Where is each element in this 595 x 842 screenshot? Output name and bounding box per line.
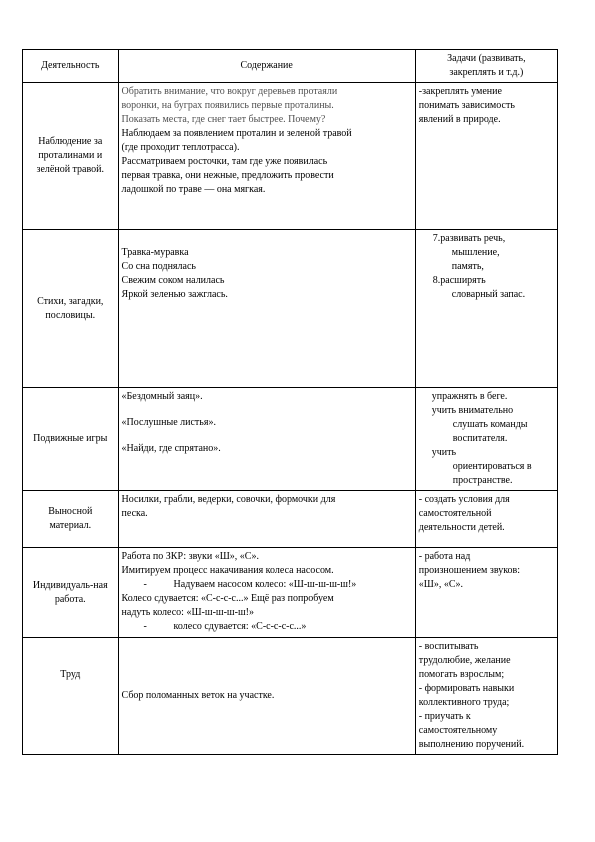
header-activity: Деятельность [23,50,119,83]
header-tasks: Задачи (развивать, закреплять и т.д.) [415,50,557,83]
dash-list-item: - колесо сдувается: «С-с-с-с-с...» [122,620,412,634]
content-poems: Травка-муравка Со сна поднялась Свежим соком налилась Яркой зеленью зажглась. [118,230,415,388]
tasks-poems: 7.развивать речь, мышление, память, 8.расширять словарный запас. [415,230,557,388]
plan-table [22,49,558,755]
table-row-individual [23,548,558,638]
content-labor: Сбор поломанных веток на участке. [118,638,415,755]
activity-material: Выносной материал. [23,491,119,548]
content-individual: Работа по ЗКР: звуки «Ш», «С». Имитируем процесс накачивания колеса насосом. - Надуваем насосом колесо: «Ш-ш-ш-ш-ш!» Колесо сдувается: «С-с-с-с...» Ещё раз попробуем надуть колесо: «Ш-ш-ш-ш-ш!» - колесо сдувается: «С-с-с-с-с...» [118,548,415,638]
tasks-material: - создать условия для самостоятельной деятельности детей. [415,491,557,548]
table-row-observation [23,83,558,230]
activity-labor: Труд [23,638,119,755]
table-row-labor [23,638,558,755]
table-row-material [23,491,558,548]
dash-list-item: - Надуваем насосом колесо: «Ш-ш-ш-ш-ш!» [122,578,412,592]
header-content: Содержание [118,50,415,83]
tasks-games: упражнять в беге. учить внимательно слушать команды воспитателя. учить ориентироваться в пространстве. [415,388,557,491]
table-row-games [23,388,558,491]
content-material: Носилки, грабли, ведерки, совочки, формочки для песка. [118,491,415,548]
activity-poems: Стихи, загадки, пословицы. [23,230,119,388]
table-header-row [23,50,558,83]
content-observation: Обратить внимание, что вокруг деревьев протаяли воронки, на буграх появились первые проталины. Показать места, где снег тает быстрее. Почему? Наблюдаем за появлением проталин и зеленой травой (где проходит теплотрасса). Рассматриваем росточки, там где уже появилась первая травка, они нежные, предложить провести ладошкой по траве — она мягкая. [118,83,415,230]
activity-individual: Индивидуаль-ная работа. [23,548,119,638]
activity-games: Подвижные игры [23,388,119,491]
content-games: «Бездомный заяц». «Послушные листья». «Найди, где спрятано». [118,388,415,491]
table-row-poems [23,230,558,388]
activity-observation: Наблюдение за проталинами и зелёной травой. [23,83,119,230]
tasks-individual: - работа над произношением звуков: «Ш», «С». [415,548,557,638]
tasks-labor: - воспитывать трудолюбие, желание помогать взрослым; - формировать навыки коллективного труда; - приучать к самостоятельному выполнению поручений. [415,638,557,755]
tasks-observation: -закреплять умение понимать зависимость явлений в природе. [415,83,557,230]
